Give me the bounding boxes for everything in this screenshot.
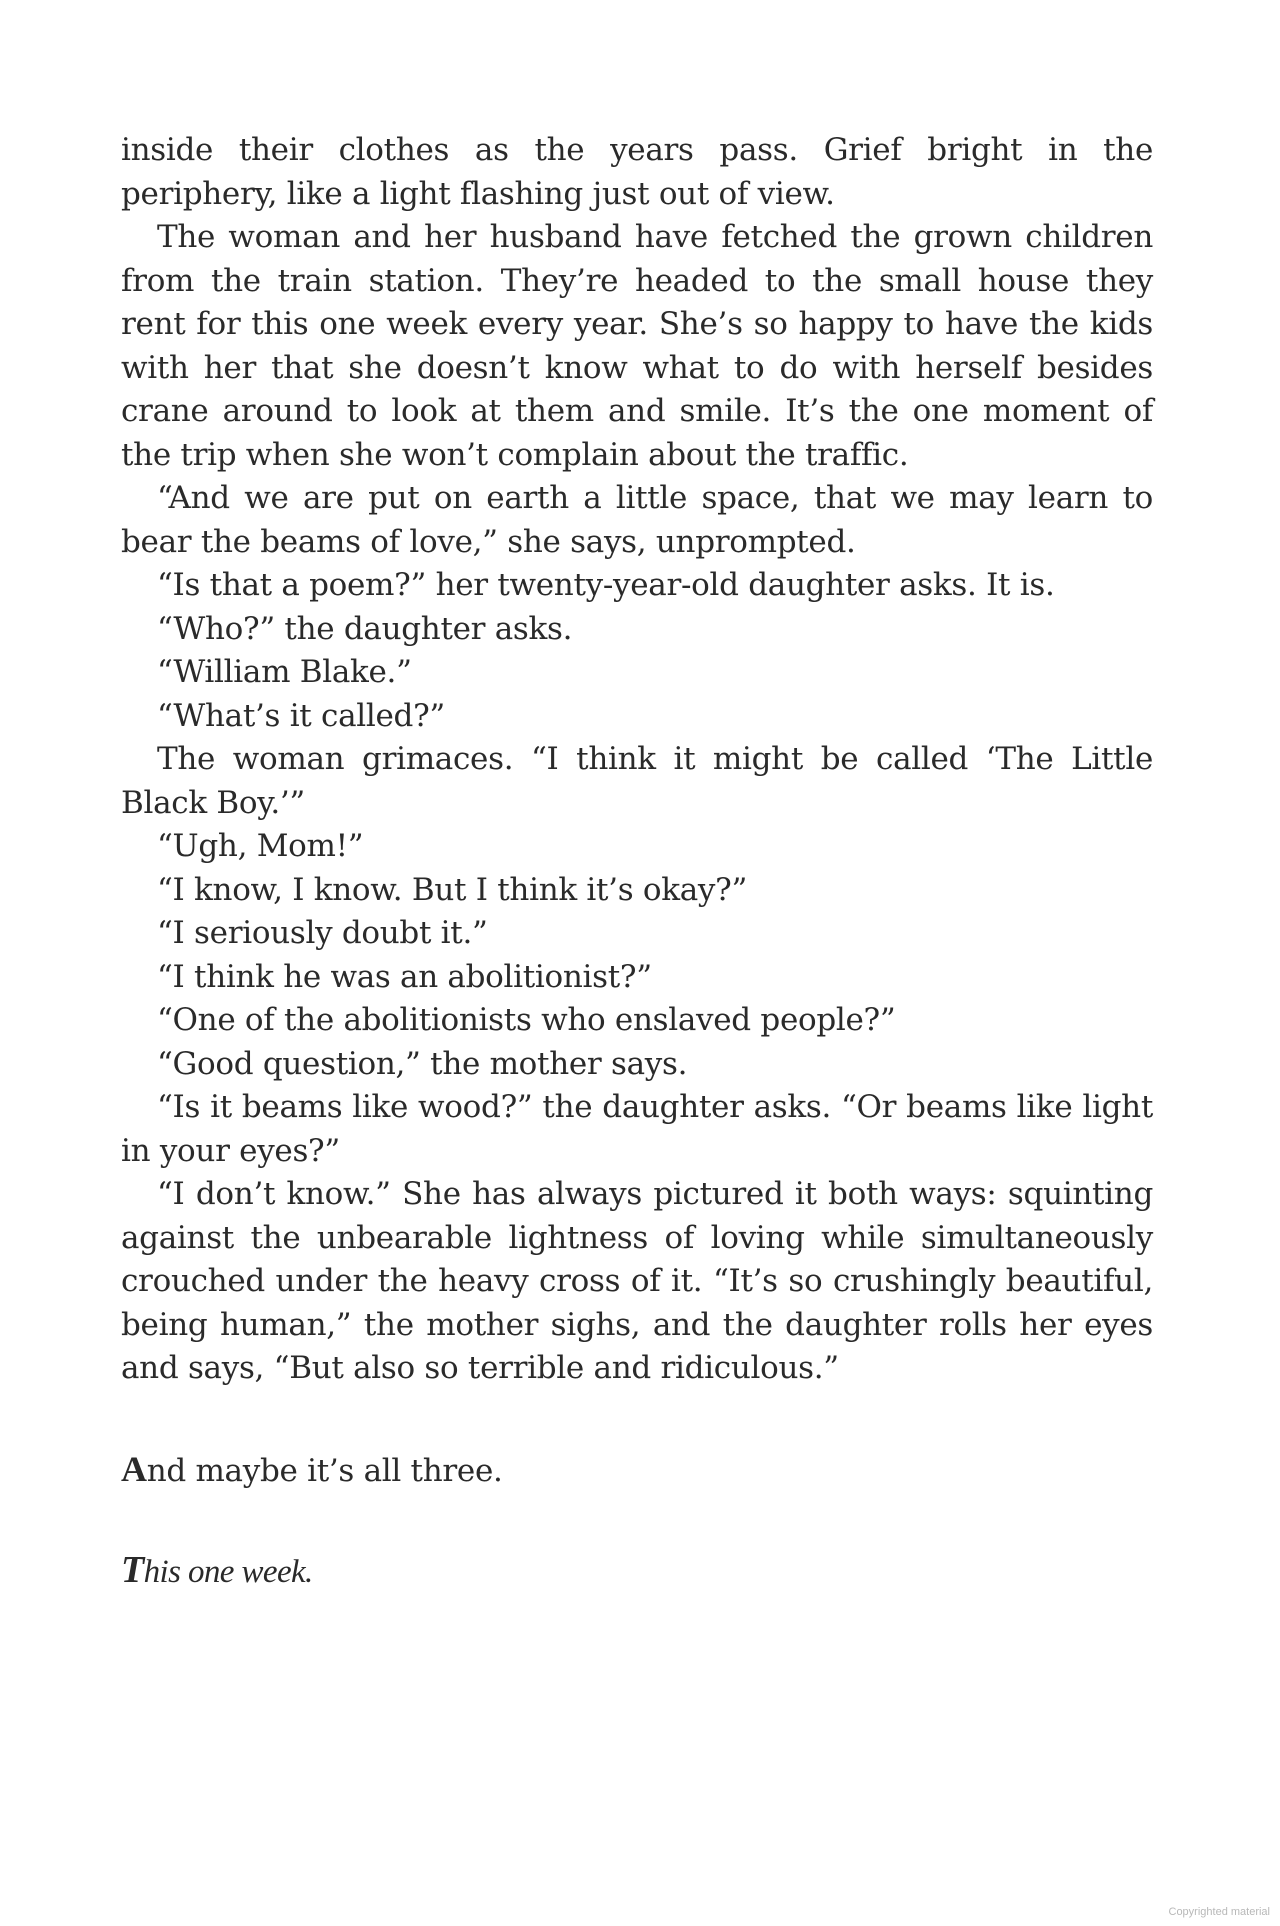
paragraph: “I know, I know. But I think it’s okay?” [157, 871, 748, 908]
closing-line-italic [121, 1549, 313, 1595]
closing-initial: T [121, 1549, 144, 1591]
closing-initial: A [121, 1449, 147, 1489]
paragraph: “One of the abolitionists who enslaved people?” [157, 1002, 896, 1038]
paragraph: “I don’t know.” She has always pictured it both ways: squinting against the unbearable lightness of loving while simultaneously crouched under the heavy cross of it. “It’s so crushingly beautiful, being human,” the mother sighs, and the daughter rolls her eyes and says, “But also so terrible and ridiculous.” [121, 1176, 1153, 1386]
paragraph: “And we are put on earth a little space, that we may learn to bear the beams of love,” she says, unprompted. [121, 480, 1153, 560]
paragraph: The woman grimaces. “I think it might be called ‘The Little Black Boy.’” [121, 741, 1153, 821]
paragraph: “William Blake.” [157, 654, 412, 690]
paragraph: “Is it beams like wood?” the daughter asks. “Or beams like light in your eyes?” [121, 1089, 1153, 1169]
body-text [121, 129, 1153, 1391]
paragraph: “Who?” the daughter asks. [157, 610, 573, 647]
paragraph: inside their clothes as the years pass. Grief bright in the periphery, like a light flashing just out of view. [121, 132, 1153, 212]
paragraph: “I think he was an abolitionist?” [157, 958, 652, 995]
paragraph: “Good question,” the mother says. [157, 1045, 688, 1082]
paragraph: “Ugh, Mom!” [157, 828, 364, 864]
paragraph: The woman and her husband have fetched the grown children from the train station. They’re headed to the small house they rent for this one week every year. She’s so happy to have the kids with her that she doesn’t know what to do with herself besides crane around to look at them and smile. It’s the one moment of the trip when she won’t complain about the traffic. [121, 219, 1153, 473]
closing-line [121, 1448, 503, 1494]
paragraph: “I seriously doubt it.” [157, 915, 488, 951]
copyright-watermark: Copyrighted material [1168, 1906, 1270, 1918]
closing-text: his one week. [143, 1554, 313, 1590]
closing-text: nd maybe it’s all three. [146, 1453, 503, 1489]
paragraph: “Is that a poem?” her twenty-year-old daughter asks. It is. [157, 567, 1055, 603]
paragraph: “What’s it called?” [157, 697, 445, 734]
